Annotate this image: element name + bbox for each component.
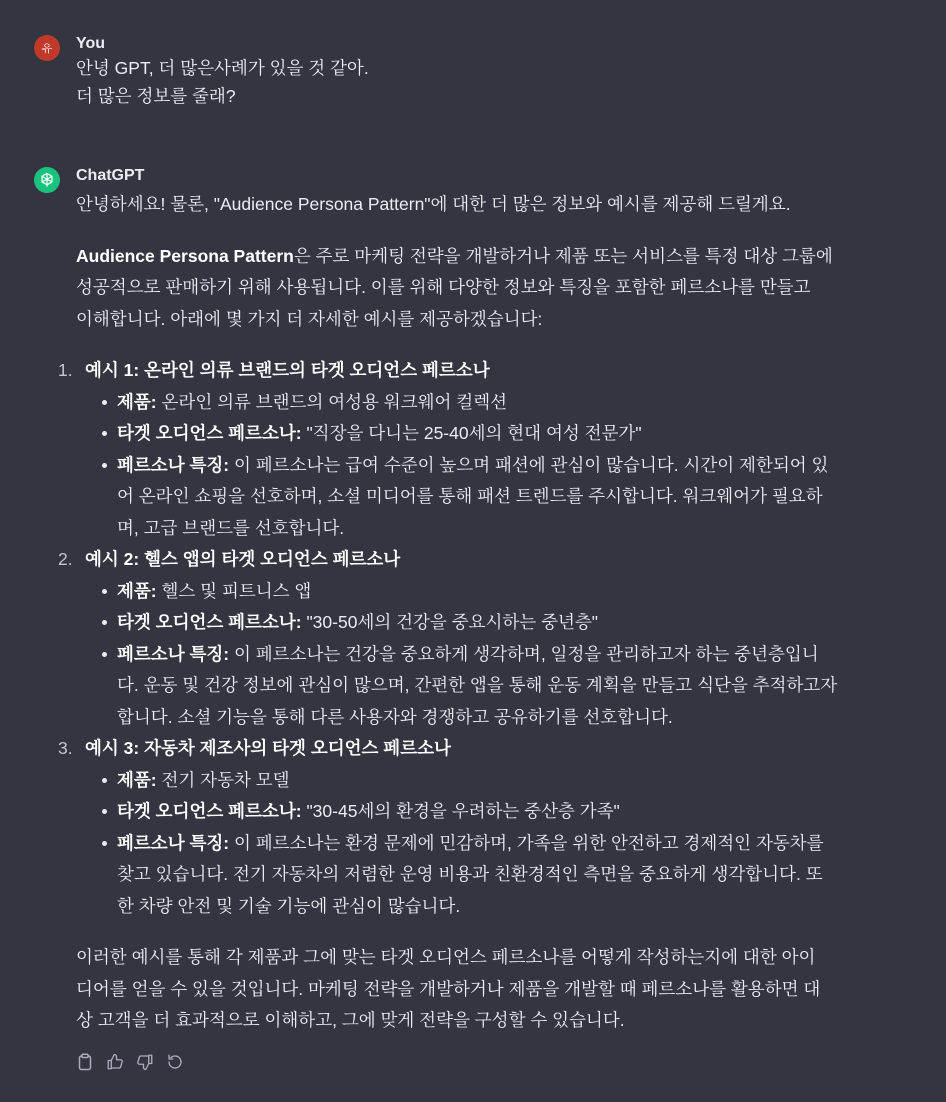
description-bold: Audience Persona Pattern (76, 245, 294, 266)
detail-value: "직장을 다니는 25-40세의 현대 여성 전문가" (301, 423, 642, 443)
detail-product (117, 765, 926, 797)
user-message (34, 35, 926, 115)
detail-target (117, 796, 926, 828)
detail-label: 제품: (117, 391, 157, 412)
detail-value: 전기 자동차 모델 (156, 769, 290, 790)
user-avatar-label: 유 (41, 42, 53, 55)
bullet-dot (102, 431, 107, 436)
detail-label: 페르소나 특징: (117, 832, 230, 853)
conclusion-line: 이러한 예시를 통해 각 제품과 그에 맞는 타겟 오디언스 페르소나를 어떻게 작성하는지에 대한 아이 (76, 947, 816, 967)
detail-product (117, 576, 926, 608)
detail-value: 한 차량 안전 및 기술 기능에 관심이 많습니다. (117, 895, 461, 916)
assistant-conclusion (76, 942, 926, 1037)
spacer (76, 221, 926, 241)
chatgpt-avatar (34, 167, 60, 193)
detail-target (117, 607, 926, 639)
example-number: 3. (58, 738, 73, 758)
detail-value: 이 페르소나는 급여 수준이 높으며 패션에 관심이 많습니다. 시간이 제한되어 있 (229, 454, 829, 475)
detail-value: 이 페르소나는 환경 문제에 민감하며, 가족을 위한 안전하고 경제적인 자동차를 (229, 832, 824, 853)
assistant-message-text (58, 189, 926, 1037)
example-item (58, 733, 926, 922)
intro-line: 안녕하세요! 물론, "Audience Persona Pattern"에 대한 더 많은 정보와 예시를 제공해 드릴게요. (76, 194, 791, 214)
detail-label: 제품: (117, 580, 157, 601)
conclusion-line: 상 고객을 더 효과적으로 이해하고, 그에 맞게 전략을 구성할 수 있습니다. (76, 1010, 625, 1030)
detail-value: "30-50세의 건강을 중요시하는 중년층" (301, 612, 599, 632)
detail-traits (117, 639, 926, 734)
detail-label: 페르소나 특징: (117, 643, 230, 664)
regenerate-icon (166, 1053, 184, 1071)
examples-list (58, 355, 926, 922)
user-avatar (34, 35, 60, 61)
assistant-description (76, 241, 926, 336)
user-message-line: 안녕 GPT, 더 많은사례가 있을 것 같아. (76, 58, 369, 78)
detail-label: 타겟 오디언스 페르소나: (117, 801, 302, 821)
bullet-dot (102, 620, 107, 625)
example-title: 예시 3: 자동차 제조사의 타겟 오디언스 페르소나 (85, 738, 451, 758)
message-actions (76, 1052, 184, 1072)
example-details (85, 576, 926, 734)
thumbs-up-icon (106, 1053, 124, 1071)
detail-traits (117, 450, 926, 545)
example-title: 예시 2: 헬스 앱의 타겟 오디언스 페르소나 (85, 549, 401, 569)
assistant-intro (76, 189, 926, 221)
description-line: 성공적으로 판매하기 위해 사용됩니다. 이를 위해 다양한 정보와 특징을 포함한 페르소나를 만들고 (76, 277, 811, 297)
example-title: 예시 1: 온라인 의류 브랜드의 타겟 오디언스 페르소나 (85, 360, 490, 380)
bullet-dot (102, 841, 107, 846)
description-line: 이해합니다. 아래에 몇 가지 더 자세한 예시를 제공하겠습니다: (76, 308, 543, 329)
description-line (76, 241, 926, 273)
detail-label: 제품: (117, 769, 157, 790)
detail-traits (117, 828, 926, 923)
detail-value: 어 온라인 쇼핑을 선호하며, 소셜 미디어를 통해 패션 트렌드를 주시합니다. 워크웨어가 필요하 (117, 486, 823, 506)
bullet-dot (102, 400, 107, 405)
detail-value: 온라인 의류 브랜드의 여성용 워크웨어 컬렉션 (156, 391, 508, 412)
bullet-dot (102, 463, 107, 468)
detail-product (117, 387, 926, 419)
user-message-line: 더 많은 정보를 줄래? (76, 86, 236, 106)
bullet-dot (102, 778, 107, 783)
detail-value: "30-45세의 환경을 우려하는 중산층 가족" (301, 801, 620, 821)
bullet-dot (102, 652, 107, 657)
spacer (76, 335, 926, 355)
thumbs-up-button[interactable] (106, 1052, 124, 1072)
openai-logo-icon (38, 171, 56, 189)
detail-value: 헬스 및 피트니스 앱 (156, 580, 312, 601)
assistant-message (34, 167, 926, 1047)
example-number: 2. (58, 549, 73, 569)
thumbs-down-button[interactable] (136, 1052, 154, 1072)
user-message-text (76, 54, 926, 110)
detail-value: 이 페르소나는 건강을 중요하게 생각하며, 일정을 관리하고자 하는 중년층입니 (229, 643, 819, 664)
regenerate-button[interactable] (166, 1052, 184, 1072)
detail-label: 타겟 오디언스 페르소나: (117, 423, 302, 443)
description-text: 은 주로 마케팅 전략을 개발하거나 제품 또는 서비스를 특정 대상 그룹에 (293, 245, 833, 266)
spacer (76, 922, 926, 942)
detail-value: 합니다. 소셜 기능을 통해 다른 사용자와 경쟁하고 공유하기를 선호합니다. (117, 706, 673, 727)
example-details (85, 765, 926, 923)
example-details (85, 387, 926, 545)
thumbs-down-icon (136, 1053, 154, 1071)
example-number: 1. (58, 360, 73, 380)
conclusion-line: 디어를 얻을 수 있을 것입니다. 마케팅 전략을 개발하거나 제품을 개발할 때 페르소나를 활용하면 대 (76, 978, 821, 999)
detail-label: 페르소나 특징: (117, 454, 230, 475)
detail-target (117, 418, 926, 450)
example-item (58, 355, 926, 544)
detail-value: 며, 고급 브랜드를 선호합니다. (117, 517, 345, 538)
detail-value: 다. 운동 및 건강 정보에 관심이 많으며, 간편한 앱을 통해 운동 계획을 만들고 식단을 추적하고자 (117, 675, 838, 695)
bullet-dot (102, 809, 107, 814)
clipboard-icon (77, 1053, 93, 1071)
user-author-name: You (76, 35, 106, 52)
bullet-dot (102, 589, 107, 594)
example-item (58, 544, 926, 733)
detail-value: 찾고 있습니다. 전기 자동차의 저렴한 운영 비용과 친환경적인 측면을 중요하게 생각합니다. 또 (117, 864, 823, 884)
detail-label: 타겟 오디언스 페르소나: (117, 612, 302, 632)
copy-button[interactable] (76, 1052, 94, 1072)
assistant-author-name: ChatGPT (76, 167, 145, 184)
